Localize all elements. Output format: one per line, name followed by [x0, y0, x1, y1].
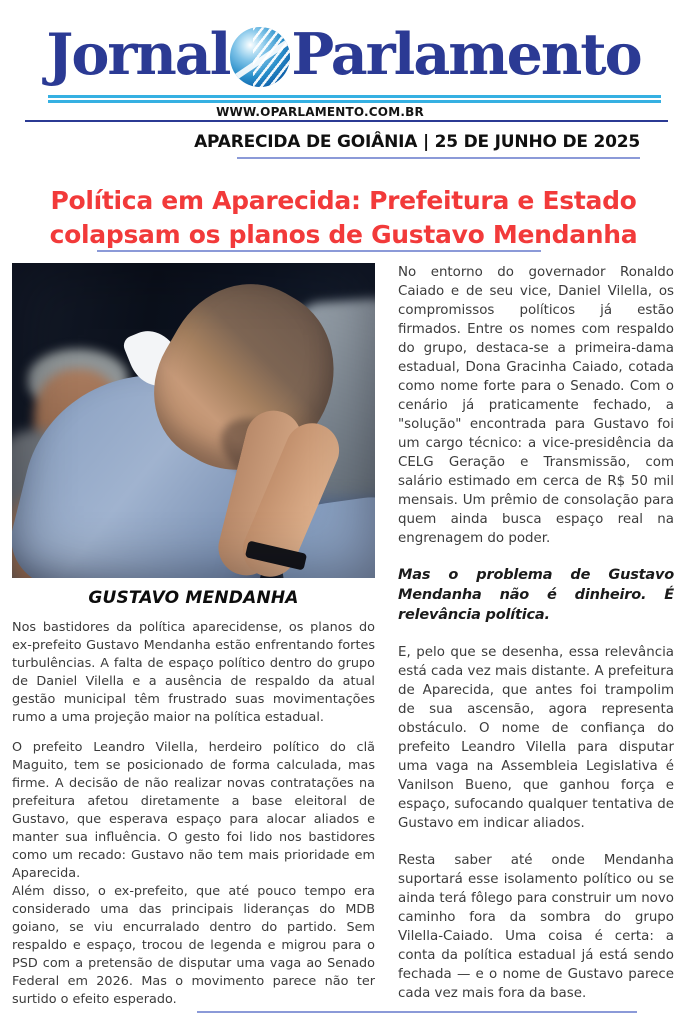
article-body [12, 263, 674, 1009]
right-paragraph-3: Resta saber até onde Mendanha suportará esse isolamento político ou se ainda terá fôlego para construir um novo caminho fora da sombra do grupo Vilella-Caiado. Uma coisa é certa: a conta da política estadual já está sendo fechada — e o nome de Gustavo parece cada vez mais fora da base. [398, 853, 674, 1001]
dateline-rule [237, 157, 640, 159]
globe-icon [230, 27, 290, 87]
right-column [398, 263, 674, 1003]
masthead-double-rule [48, 95, 661, 103]
photo-vignette [12, 263, 375, 578]
website-url: WWW.OPARLAMENTO.COM.BR [216, 105, 424, 119]
masthead-title-jornal: Jornal [46, 21, 230, 88]
left-paragraph-1: Nos bastidores da política aparecidense, os planos do ex-prefeito Gustavo Mendanha estão enfrentando fortes turbulências. A falta de espaço político dentro do grupo de Daniel Vilella e a ausência de respaldo da atual gestão municipal têm frustrado suas movimentações rumo a uma projeção maior na política estadual. [12, 620, 375, 725]
masthead-navy-rule [25, 120, 668, 122]
headline-line-1: Política em Aparecida: Prefeitura e Estado [50, 185, 637, 215]
article-photo [12, 263, 375, 578]
masthead-brand [0, 8, 687, 98]
photo-caption: GUSTAVO MENDANHA [88, 588, 299, 608]
right-lead-paragraph: No entorno do governador Ronaldo Caiado e de seu vice, Daniel Vilella, os compromissos políticos já estão firmados. Entre os nomes com respaldo do grupo, destaca-se a primeira-dama estadual, Dona Gracinha Caiado, cotada como nome forte para o Senado. Com o cenário já praticamente fechado, a "solução" encontrada para Gustavo foi um cargo técnico: a vice-presidência da CELG Geração e Transmissão, com salário estimado em cerca de R$ 50 mil mensais. Um prêmio de consolação para quem ainda busca espaço real na engrenagem do poder. [398, 265, 674, 546]
dateline: APARECIDA DE GOIÂNIA | 25 DE JUNHO DE 2025 [194, 132, 640, 152]
right-subhead: Mas o problema de Gustavo Mendanha não é dinheiro. É relevância política. [398, 567, 674, 623]
headline-line-2: colapsam os planos de Gustavo Mendanha [49, 219, 638, 249]
masthead-title-parlamento: Parlamento [291, 21, 641, 88]
left-paragraph-2: O prefeito Leandro Vilella, herdeiro político do clã Maguito, tem se posicionado de forma calculada, mas firme. A decisão de não realizar novas contratações na prefeitura afetou diretamente a base eleitoral de Gustavo, que esperava espaço para alocar aliados e manter sua influência. O gesto foi lido nos bastidores como um recado: Gustavo não tem mais prioridade em Aparecida. [12, 740, 375, 881]
left-paragraph-3: Além disso, o ex-prefeito, que até pouco tempo era considerado uma das principais lideranças do MDB goiano, se viu encurralado dentro do partido. Sem respaldo e espaço, trocou de legenda e migrou para o PSD com a pretensão de disputar uma vaga ao Senado Federal em 2026. Mas o movimento parece não ter surtido o efeito esperado. [12, 884, 375, 1007]
left-column [12, 263, 375, 1009]
right-paragraph-2: E, pelo que se desenha, essa relevância está cada vez mais distante. A prefeitura de Aparecida, que antes foi trampolim de sua ascensão, agora representa obstáculo. O nome de confiança do prefeito Leandro Vilella para disputar uma vaga na Assembleia Legislativa é Vanilson Bueno, que ganhou força e espaço, sufocando qualquer tentativa de Gustavo em indicar aliados. [398, 645, 674, 831]
bottom-rule [197, 1011, 637, 1013]
headline-rule [97, 250, 541, 252]
article-headline [0, 184, 687, 252]
